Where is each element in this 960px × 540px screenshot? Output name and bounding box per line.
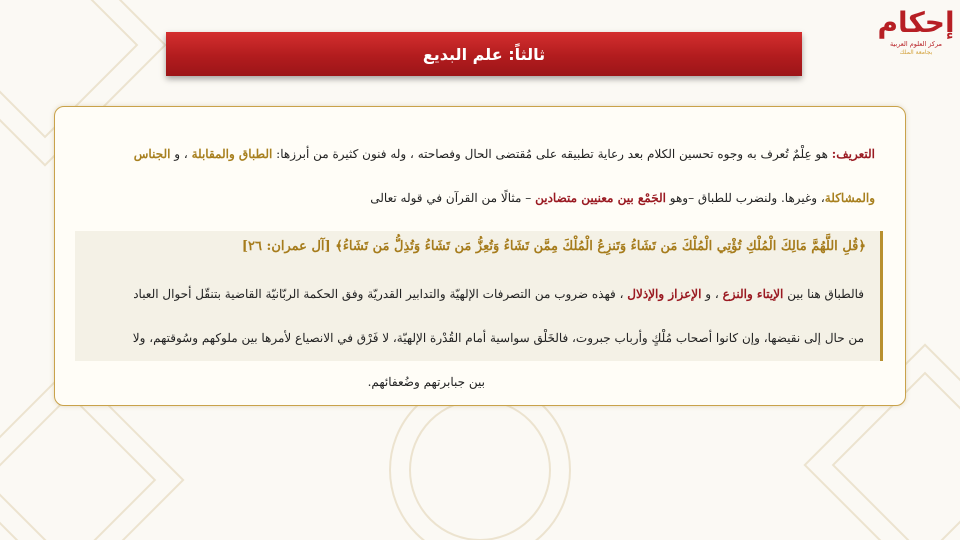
- definition-line-1: [99, 147, 875, 161]
- highlight-itaa: الإيتاء والنزع: [722, 287, 784, 301]
- highlight-iizaz: الإعزاز والإذلال: [627, 287, 702, 301]
- explanation-line-3: بين جبابرتهم وضُعفائهم.: [367, 375, 485, 389]
- explanation-line-1: [133, 287, 864, 301]
- explanation-text-2: ، و: [701, 287, 723, 301]
- logo-subtitle-2: بجامعة الملك: [899, 49, 933, 56]
- definition-line-2: [99, 191, 875, 205]
- quran-verse-line: [242, 239, 866, 254]
- tibaq-term: الطباق والمقابلة: [191, 147, 273, 161]
- definition-text-1: هو عِلْمٌ تُعرف به وجوه تحسين الكلام بعد رعاية تطبيقه على مُقتضى الحال وفصاحته ، وله فنون كثيرة من أبرزها:: [272, 147, 832, 161]
- title-banner: [166, 32, 802, 76]
- logo-subtitle: مركز العلوم العربية: [889, 40, 943, 48]
- page-title: ثالثاً: علم البديع: [422, 44, 546, 64]
- conjunction: ، و: [170, 147, 192, 161]
- explanation-line-2: من حال إلى نقيضها، وإن كانوا أصحاب مُلْكٍ وأرباب جبروت، فالخَلْق سواسية أمام القُدْرة الإلهيّة، لا فَرْق في الانصياع لأمرها بين ملوكهم وسُوقتهم، ولا: [132, 331, 864, 345]
- quote-block: [75, 231, 883, 361]
- verse-reference: [آل عمران: ٢٦]: [241, 239, 336, 254]
- quran-verse: ﴿قُلِ اللَّهُمَّ مَالِكَ الْمُلْكِ تُؤْتِي الْمُلْكَ مَن تَشَاءُ وَتَنزِعُ الْمُلْكَ مِمَّن تَشَاءُ وَتُعِزُّ مَن تَشَاءُ وَتُذِلُّ مَن تَشَاءُ﴾: [335, 239, 866, 254]
- explanation-text-1: فالطباق هنا بين: [783, 287, 864, 301]
- mushakala-term: والمشاكلة: [824, 191, 875, 205]
- content-box: [54, 106, 906, 406]
- explanation-text-3: ، فهذه ضروب من التصرفات الإلهيّة والتدابير القدريّة وفق الحكمة الربّانيّة القاضية بتنقّل أحوال العباد: [133, 287, 628, 301]
- jam-term: الجَمْع بين معنيين متضادين: [535, 191, 666, 205]
- definition-text-2: ، وغيرها. ولنضرب للطباق –وهو: [665, 191, 825, 205]
- definition-label: التعريف:: [831, 147, 875, 161]
- jinas-term: الجناس: [133, 147, 171, 161]
- logo-wordmark: إحكام: [877, 6, 955, 39]
- brand-logo: [877, 6, 955, 70]
- definition-text-3: – مثالًا من القرآن في قوله تعالى: [370, 191, 536, 205]
